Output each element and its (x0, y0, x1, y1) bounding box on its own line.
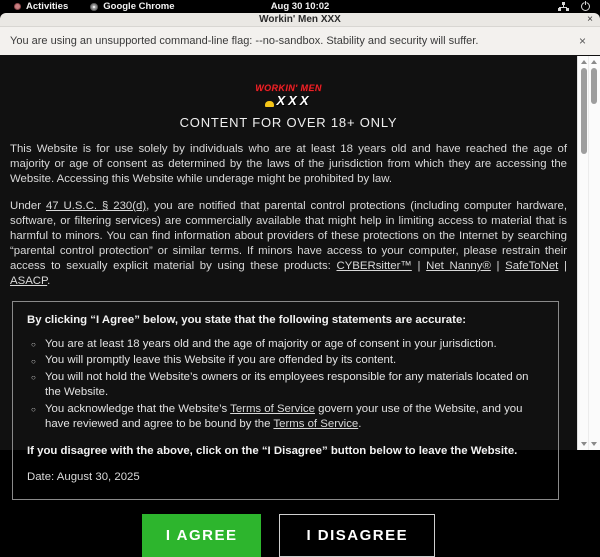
window-titlebar (0, 13, 600, 27)
page-content (0, 55, 600, 544)
scrollbar-thumb[interactable] (581, 68, 587, 154)
list-item: ○ You will not hold the Website’s owners or its employees responsible for any materials located on the Website. (27, 370, 544, 401)
gnome-top-bar (0, 0, 600, 13)
i-agree-button[interactable]: I AGREE (142, 514, 262, 557)
power-icon[interactable] (581, 2, 590, 11)
scrollbar-area (577, 56, 600, 450)
agreement-intro: By clicking “I Agree” below, you state that the following statements are accurate: (27, 314, 467, 326)
link-separator: | (558, 260, 567, 272)
chrome-infobar (0, 27, 600, 55)
i-disagree-button[interactable]: I DISAGREE (279, 514, 435, 557)
terms-of-service-link[interactable]: Terms of Service (230, 402, 315, 415)
list-item: ○ You will promptly leave this Website if you are offended by its content. (27, 353, 544, 369)
paragraph2-pre: Under (10, 200, 46, 212)
usc-230d-link[interactable]: 47 U.S.C. § 230(d) (45, 200, 147, 212)
cybersitter-link[interactable]: CYBERsitter™ (336, 260, 412, 272)
bullet4-end: . (358, 418, 362, 430)
date-line: Date: August 30, 2025 (27, 471, 140, 483)
scrollbar-thumb[interactable] (591, 68, 597, 104)
agreement-box (12, 301, 559, 500)
disagree-note: If you disagree with the above, click on the “I Disagree” button below to leave the Website. (27, 444, 518, 457)
site-logo-text: WORKIN' MEN (255, 83, 322, 93)
bullet4-pre: You acknowledge that the Website’s (45, 402, 231, 415)
clock[interactable]: Aug 30 10:02 (270, 1, 330, 12)
scrollbar-down-icon[interactable] (591, 442, 597, 446)
site-logo-xxx: XXX (276, 93, 312, 108)
list-item (27, 402, 544, 433)
infobar-message: You are using an unsupported command-line flag: --no-sandbox. Stability and security will suffer. (10, 35, 479, 47)
scrollbar-down-icon[interactable] (581, 442, 587, 446)
outer-scrollbar[interactable] (589, 56, 599, 450)
scrollbar-up-icon[interactable] (591, 60, 597, 64)
chrome-icon (90, 3, 98, 11)
infobar-close-icon[interactable]: × (578, 34, 586, 48)
inner-scrollbar[interactable] (579, 56, 589, 450)
parental-controls-paragraph (10, 199, 567, 289)
terms-of-service-link[interactable]: Terms of Service (273, 418, 359, 430)
window-close-icon[interactable]: × (587, 14, 593, 25)
link-separator: | (411, 260, 427, 272)
list-item: ○ You are at least 18 years old and the age of majority or age of consent in your jurisdiction. (27, 337, 544, 353)
link-separator: | (490, 260, 506, 272)
activities-label: Activities (26, 1, 69, 12)
asacp-link[interactable]: ASACP (10, 275, 48, 287)
safetonet-link[interactable]: SafeToNet (505, 260, 559, 272)
site-logo (10, 84, 567, 107)
netnanny-link[interactable]: Net Nanny® (426, 260, 491, 272)
activities-dot-icon (14, 3, 21, 10)
page-title: CONTENT FOR OVER 18+ ONLY (179, 115, 398, 130)
window-title: Workin' Men XXX (259, 14, 341, 25)
bullet4-mid: govern your use of the Website, and you have reviewed and agree to be bound by the (45, 402, 523, 430)
scrollbar-up-icon[interactable] (581, 60, 587, 64)
consent-buttons (10, 514, 567, 557)
focused-app-menu[interactable] (82, 1, 182, 12)
agreement-bullet-list (27, 337, 544, 433)
paragraph2-end: . (47, 275, 51, 287)
hard-hat-icon (265, 101, 274, 107)
paragraph2-mid: , you are notified that parental control protections (including computer hardware, software, or filtering services) are commercially available that might help in limiting access to material that is harmful to minors. You can find information about providers of these protections on the Internet by searching “parental control protection” or similar terms. If minors have access to your computer, please restrain their access to sexually explicit material by using these products: (10, 200, 567, 272)
network-icon[interactable] (558, 2, 569, 11)
activities-button[interactable] (6, 1, 76, 12)
age-statement-paragraph: This Website is for use solely by individuals who are at least 18 years old and have reached the age of majority or age of consent as determined by the laws of the jurisdiction from which they are accessing the Website. Accessing this Website while underage might be prohibited by law. (10, 143, 567, 185)
focused-app-label: Google Chrome (103, 1, 175, 12)
